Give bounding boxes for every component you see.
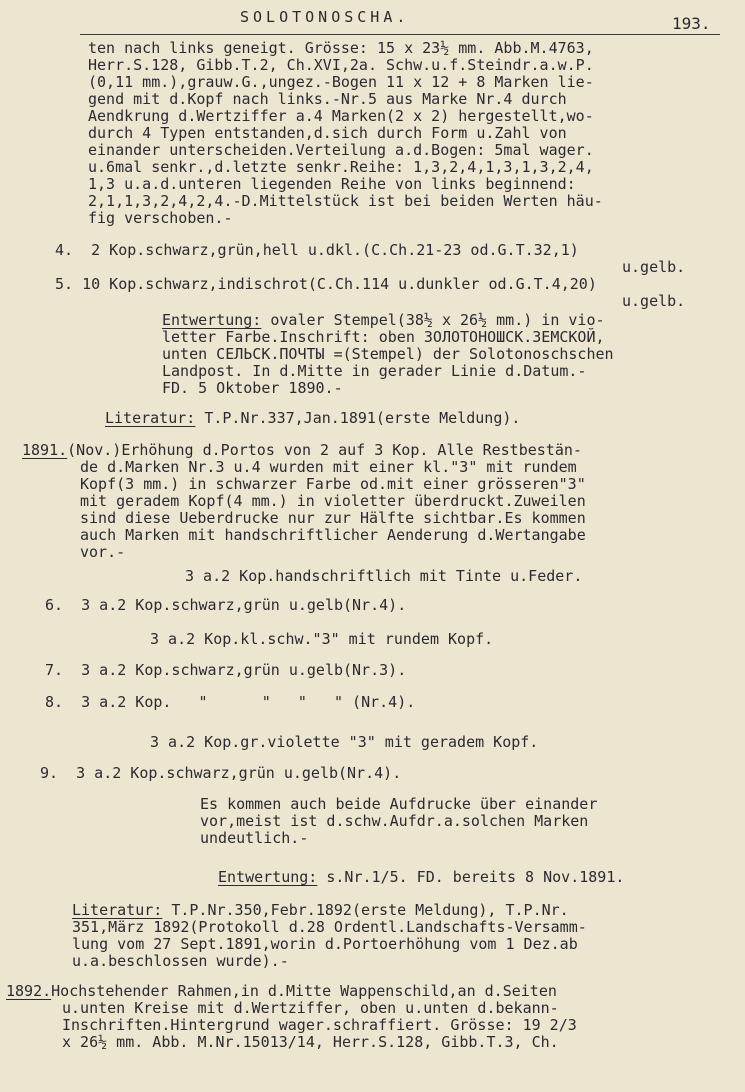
- text-line: undeutlich.-: [200, 829, 309, 847]
- text-line: Es kommen auch beide Aufdrucke über einander: [200, 795, 598, 813]
- text-line: auch Marken mit handschriftlicher Aenderung d.Wertangabe: [80, 526, 586, 544]
- text-fragment: ovaler Stempel(38½ x 26½ mm.) in vio-: [261, 311, 605, 329]
- text-line: FD. 5 Oktober 1890.-: [162, 379, 343, 397]
- list-item-continuation: u.gelb.: [622, 258, 686, 276]
- text-line: Herr.S.128, Gibb.T.2, Ch.XVI,2a. Schw.u.f.Steindr.a.w.P.: [88, 56, 594, 74]
- page-title: SOLOTONOSCHA.: [240, 8, 410, 26]
- text-line: u.6mal senkr.,d.letzte senkr.Reihe: 1,3,2,4,1,3,1,3,2,4,: [88, 158, 594, 176]
- header-rule: [80, 34, 720, 35]
- text-line: letter Farbe.Inschrift: oben ЗОЛОТОНОШСК.ЗЕМСКОЙ,: [162, 328, 605, 346]
- text-line: unten СЕЛЬСК.ПОЧТЫ =(Stempel) der Solotonoschschen: [162, 345, 614, 363]
- text-line: [72, 902, 569, 919]
- text-line: 3 a.2 Kop.kl.schw."3" mit rundem Kopf.: [150, 630, 494, 648]
- text-line: [105, 410, 520, 427]
- literature-heading: Literatur:: [72, 901, 163, 919]
- text-line: sind diese Ueberdrucke nur zur Hälfte sichtbar.Es kommen: [80, 509, 586, 527]
- text-fragment: T.P.Nr.337,Jan.1891(erste Meldung).: [195, 409, 521, 427]
- text-line: Landpost. In d.Mitte in gerader Linie d.Datum.-: [162, 362, 587, 380]
- text-fragment: Hochstehender Rahmen,in d.Mitte Wappenschild,an d.Seiten: [51, 982, 557, 1000]
- text-fragment: s.Nr.1/5. FD. bereits 8 Nov.1891.: [317, 868, 625, 886]
- list-item: 9. 3 a.2 Kop.schwarz,grün u.gelb(Nr.4).: [40, 764, 402, 782]
- text-line: u.unten Kreise mit d.Wertziffer, oben u.unten d.bekann-: [62, 999, 559, 1017]
- text-line: [22, 442, 582, 459]
- year-heading: 1891.: [22, 441, 68, 459]
- text-line: mit geradem Kopf(4 mm.) in violetter überdruckt.Zuweilen: [80, 492, 586, 510]
- list-item-continuation: u.gelb.: [622, 292, 686, 310]
- list-item: 7. 3 a.2 Kop.schwarz,grün u.gelb(Nr.3).: [45, 661, 407, 679]
- text-line: Kopf(3 mm.) in schwarzer Farbe od.mit einer grösseren"3": [80, 475, 586, 493]
- text-line: gend mit d.Kopf nach links.-Nr.5 aus Marke Nr.4 durch: [88, 90, 567, 108]
- text-line: ten nach links geneigt. Grösse: 15 x 23½ mm. Abb.M.4763,: [88, 39, 594, 57]
- literature-heading: Literatur:: [105, 409, 196, 427]
- cancellation-heading: Entwertung:: [162, 311, 262, 329]
- text-line: u.a.beschlossen wurde).-: [72, 952, 289, 970]
- text-line: einander unterscheiden.Verteilung a.d.Bogen: 5mal wager.: [88, 141, 594, 159]
- cancellation-heading: Entwertung:: [218, 868, 318, 886]
- text-line: fig verschoben.-: [88, 209, 233, 227]
- list-item: 4. 2 Kop.schwarz,grün,hell u.dkl.(C.Ch.21-23 od.G.T.32,1): [55, 241, 579, 259]
- text-line: [218, 869, 624, 886]
- page-number: 193.: [672, 14, 711, 33]
- text-line: x 26½ mm. Abb. M.Nr.15013/14, Herr.S.128, Gibb.T.3, Ch.: [62, 1033, 559, 1051]
- text-line: de d.Marken Nr.3 u.4 wurden mit einer kl."3" mit rundem: [80, 458, 577, 476]
- list-item: 8. 3 a.2 Kop. " " " " (Nr.4).: [45, 693, 416, 711]
- text-line: 3 a.2 Kop.handschriftlich mit Tinte u.Feder.: [185, 567, 583, 585]
- text-line: durch 4 Typen entstanden,d.sich durch Form u.Zahl von: [88, 124, 567, 142]
- text-fragment: T.P.Nr.350,Febr.1892(erste Meldung), T.P.Nr.: [162, 901, 569, 919]
- text-line: [162, 312, 605, 329]
- text-line: 3 a.2 Kop.gr.violette "3" mit geradem Kopf.: [150, 733, 539, 751]
- text-line: (0,11 mm.),grauw.G.,ungez.-Bogen 11 x 12 + 8 Marken lie-: [88, 73, 594, 91]
- text-line: Inschriften.Hintergrund wager.schraffiert. Grösse: 19 2/3: [62, 1016, 577, 1034]
- list-item: 5. 10 Kop.schwarz,indischrot(C.Ch.114 u.dunkler od.G.T.4,20): [55, 275, 597, 293]
- text-line: vor.-: [80, 543, 126, 561]
- text-line: [6, 983, 557, 1000]
- year-heading: 1892.: [6, 982, 52, 1000]
- text-fragment: (Nov.)Erhöhung d.Portos von 2 auf 3 Kop. Alle Restbestän-: [67, 441, 582, 459]
- text-line: 351,März 1892(Protokoll d.28 Ordentl.Landschafts-Versamm-: [72, 918, 587, 936]
- list-item: 6. 3 a.2 Kop.schwarz,grün u.gelb(Nr.4).: [45, 596, 407, 614]
- text-line: lung vom 27 Sept.1891,worin d.Portoerhöhung vom 1 Dez.ab: [72, 935, 578, 953]
- text-line: 1,3 u.a.d.unteren liegenden Reihe von links beginnend:: [88, 175, 576, 193]
- text-line: vor,meist ist d.schw.Aufdr.a.solchen Marken: [200, 812, 589, 830]
- text-line: Aendkrung d.Wertziffer a.4 Marken(2 x 2) hergestellt,wo-: [88, 107, 594, 125]
- text-line: 2,1,1,3,2,4,2,4.-D.Mittelstück ist bei beiden Werten häu-: [88, 192, 603, 210]
